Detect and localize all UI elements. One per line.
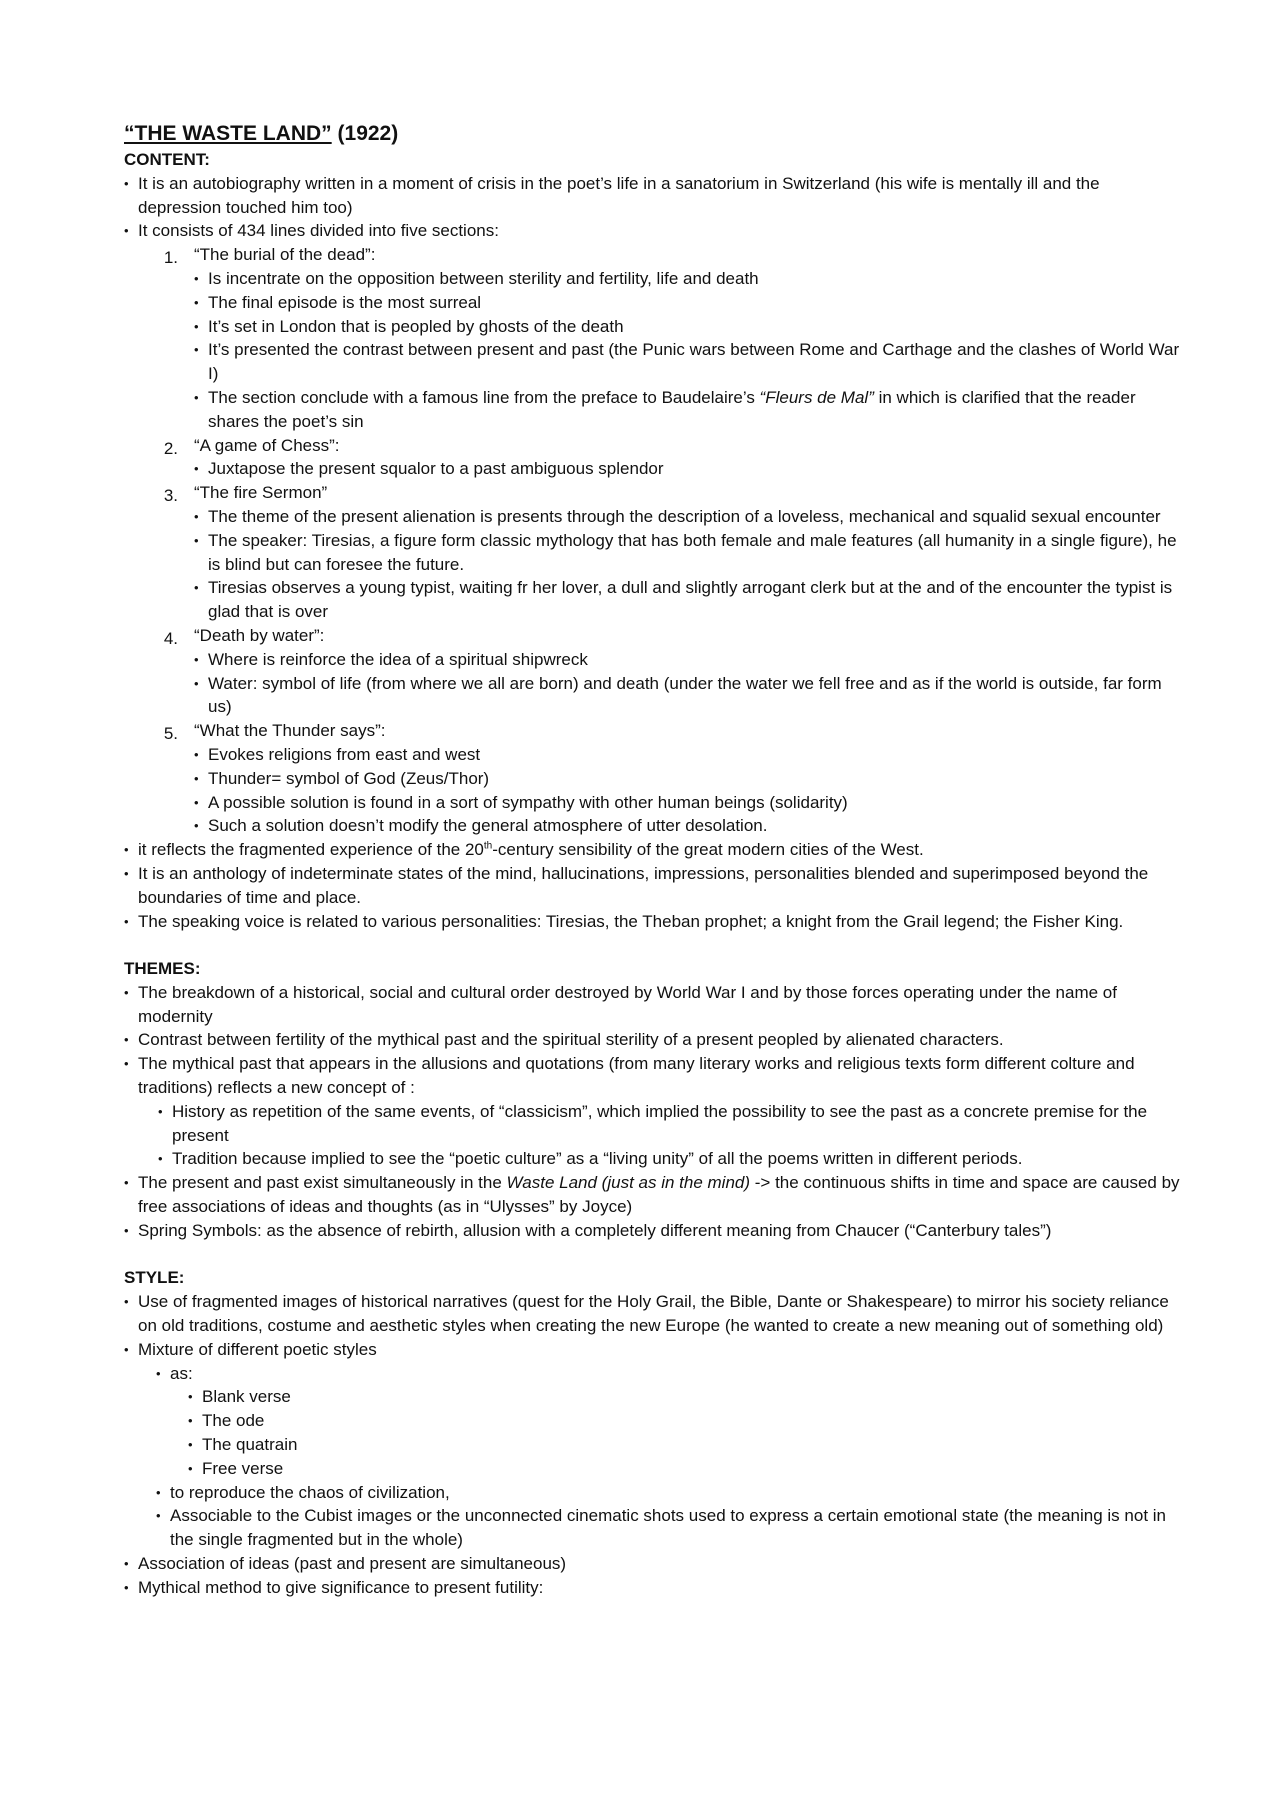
content-intro-2 — [124, 219, 1180, 838]
text-run: it reflects the fragmented experience of the 20 — [138, 840, 484, 860]
section-point — [194, 386, 1180, 434]
style-item: • Use of fragmented images of historical narratives (quest for the Holy Grail, the Bible, Dante or Shakespeare) to mirror his society reliance on old traditions, costume and aesthetic styles when creating the new Europe (he wanted to create a new meaning out of something old) — [124, 1290, 1180, 1338]
section-number: 3. — [163, 486, 178, 506]
text-run: -> the continuous shifts in time and space are caused by free associations of ideas and thoughts (as in “Ulysses” by Joyce) — [138, 1173, 1180, 1217]
poetic-style: • The ode — [188, 1409, 1180, 1433]
italic-title: “Fleurs de Mal” — [759, 387, 874, 407]
section-gap — [124, 933, 1180, 957]
style-heading: STYLE: — [124, 1268, 185, 1288]
section-point: • A possible solution is found in a sort of sympathy with other human beings (solidarity) — [194, 791, 1180, 815]
style-item — [124, 1338, 1180, 1552]
theme-item: • The breakdown of a historical, social and cultural order destroyed by World War I and by those forces operating under the name of modernity — [124, 981, 1180, 1029]
mixture-point — [156, 1362, 1180, 1481]
mixture-point: • Associable to the Cubist images or the unconnected cinematic shots used to express a certain emotional state (the meaning is not in the single fragmented but in the whole) — [156, 1504, 1180, 1552]
sections-list — [156, 243, 1180, 838]
concept-point: • History as repetition of the same events, of “classicism”, which implied the possibility to see the past as a concrete premise for the present — [158, 1100, 1180, 1148]
section-gap — [124, 1243, 1180, 1267]
as-label: as: — [170, 1363, 193, 1383]
title-main: “THE WASTE LAND” — [124, 122, 332, 145]
section-point: • Water: symbol of life (from where we all are born) and death (under the water we fell free and as if the world is outside, far form us) — [194, 672, 1180, 720]
theme-item: • Spring Symbols: as the absence of rebirth, allusion with a completely different meaning from Chaucer (“Canterbury tales”) — [124, 1219, 1180, 1243]
section-points — [194, 743, 1180, 838]
section-points — [194, 648, 1180, 719]
document-page — [124, 120, 1180, 1600]
section-number: 4. — [163, 628, 178, 648]
section-number: 2. — [163, 438, 178, 458]
style-text: Mixture of different poetic styles — [138, 1339, 377, 1359]
document-title — [124, 120, 1180, 148]
style-item: • Mythical method to give significance to present futility: — [124, 1576, 1180, 1600]
section-3 — [156, 481, 1180, 624]
text-run: The section conclude with a famous line from the preface to Baudelaire’s — [208, 387, 760, 407]
text-run: in which is clarified that the reader shares the poet’s sin — [208, 387, 1136, 431]
section-point: • Tiresias observes a young typist, waiting fr her lover, a dull and slightly arrogant clerk but at the and of the encounter the typist is glad that is over — [194, 576, 1180, 624]
title-year: (1922) — [337, 122, 399, 145]
section-points — [194, 267, 1180, 434]
concept-point: • Tradition because implied to see the “poetic culture” as a “living unity” of all the poems written in different periods. — [158, 1147, 1180, 1171]
section-5 — [156, 719, 1180, 838]
section-point: • Evokes religions from east and west — [194, 743, 1180, 767]
concept-points — [158, 1100, 1180, 1171]
content-list — [124, 172, 1180, 934]
section-point: • Thunder= symbol of God (Zeus/Thor) — [194, 767, 1180, 791]
theme-item — [124, 1052, 1180, 1171]
section-points — [194, 505, 1180, 624]
section-label: “The burial of the dead”: — [194, 245, 376, 265]
section-point: • Is incentrate on the opposition between sterility and fertility, life and death — [194, 267, 1180, 291]
section-points — [194, 457, 1180, 481]
content-fragmented — [124, 838, 1180, 862]
poetic-style: • Blank verse — [188, 1385, 1180, 1409]
section-label: “The fire Sermon” — [194, 483, 328, 503]
mixture-points — [156, 1362, 1180, 1552]
style-list — [124, 1290, 1180, 1599]
section-point: • The speaker: Tiresias, a figure form classic mythology that has both female and male features (all humanity in a single figure), he is blind but can foresee the future. — [194, 529, 1180, 577]
mixture-point: • to reproduce the chaos of civilization, — [156, 1481, 1180, 1505]
theme-text: The mythical past that appears in the allusions and quotations (from many literary works and religious texts form different colture and traditions) reflects a new concept of : — [138, 1054, 1135, 1098]
section-point: • The theme of the present alienation is presents through the description of a loveless, mechanical and squalid sexual encounter — [194, 505, 1180, 529]
section-point: • The final episode is the most surreal — [194, 291, 1180, 315]
section-point: • It’s presented the contrast between present and past (the Punic wars between Rome and Carthage and the clashes of World War I) — [194, 338, 1180, 386]
theme-item: • Contrast between fertility of the mythical past and the spiritual sterility of a present peopled by alienated characters. — [124, 1028, 1180, 1052]
themes-list — [124, 981, 1180, 1243]
section-2 — [156, 434, 1180, 482]
section-point: • Where is reinforce the idea of a spiritual shipwreck — [194, 648, 1180, 672]
section-label: “What the Thunder says”: — [194, 721, 386, 741]
style-item: • Association of ideas (past and present are simultaneous) — [124, 1552, 1180, 1576]
themes-heading: THEMES: — [124, 959, 201, 979]
superscript: th — [483, 840, 493, 852]
section-number: 5. — [163, 724, 178, 744]
poetic-style: • Free verse — [188, 1457, 1180, 1481]
section-1 — [156, 243, 1180, 433]
section-point: • Such a solution doesn’t modify the general atmosphere of utter desolation. — [194, 814, 1180, 838]
content-intro-1: • It is an autobiography written in a moment of crisis in the poet’s life in a sanatorium in Switzerland (his wife is mentally ill and the depression touched him too) — [124, 172, 1180, 220]
poetic-style: • The quatrain — [188, 1433, 1180, 1457]
content-heading: CONTENT: — [124, 150, 210, 169]
text-run: The present and past exist simultaneously in the — [138, 1173, 507, 1193]
theme-item — [124, 1171, 1180, 1219]
poetic-styles — [188, 1385, 1180, 1480]
section-4 — [156, 624, 1180, 719]
text-run: -century sensibility of the great modern cities of the West. — [492, 840, 924, 860]
italic-title: Waste Land (just as in the mind) — [506, 1173, 751, 1193]
section-label: “Death by water”: — [194, 625, 325, 645]
content-intro-2-text: It consists of 434 lines divided into five sections: — [138, 221, 499, 241]
content-outro-1: • It is an anthology of indeterminate states of the mind, hallucinations, impressions, personalities blended and superimposed beyond the boundaries of time and place. — [124, 862, 1180, 910]
content-outro-2: • The speaking voice is related to various personalities: Tiresias, the Theban prophet; a knight from the Grail legend; the Fisher King. — [124, 910, 1180, 934]
section-number: 1. — [163, 248, 178, 268]
section-label: “A game of Chess”: — [194, 435, 340, 455]
section-point: • It’s set in London that is peopled by ghosts of the death — [194, 315, 1180, 339]
section-point: • Juxtapose the present squalor to a past ambiguous splendor — [194, 457, 1180, 481]
